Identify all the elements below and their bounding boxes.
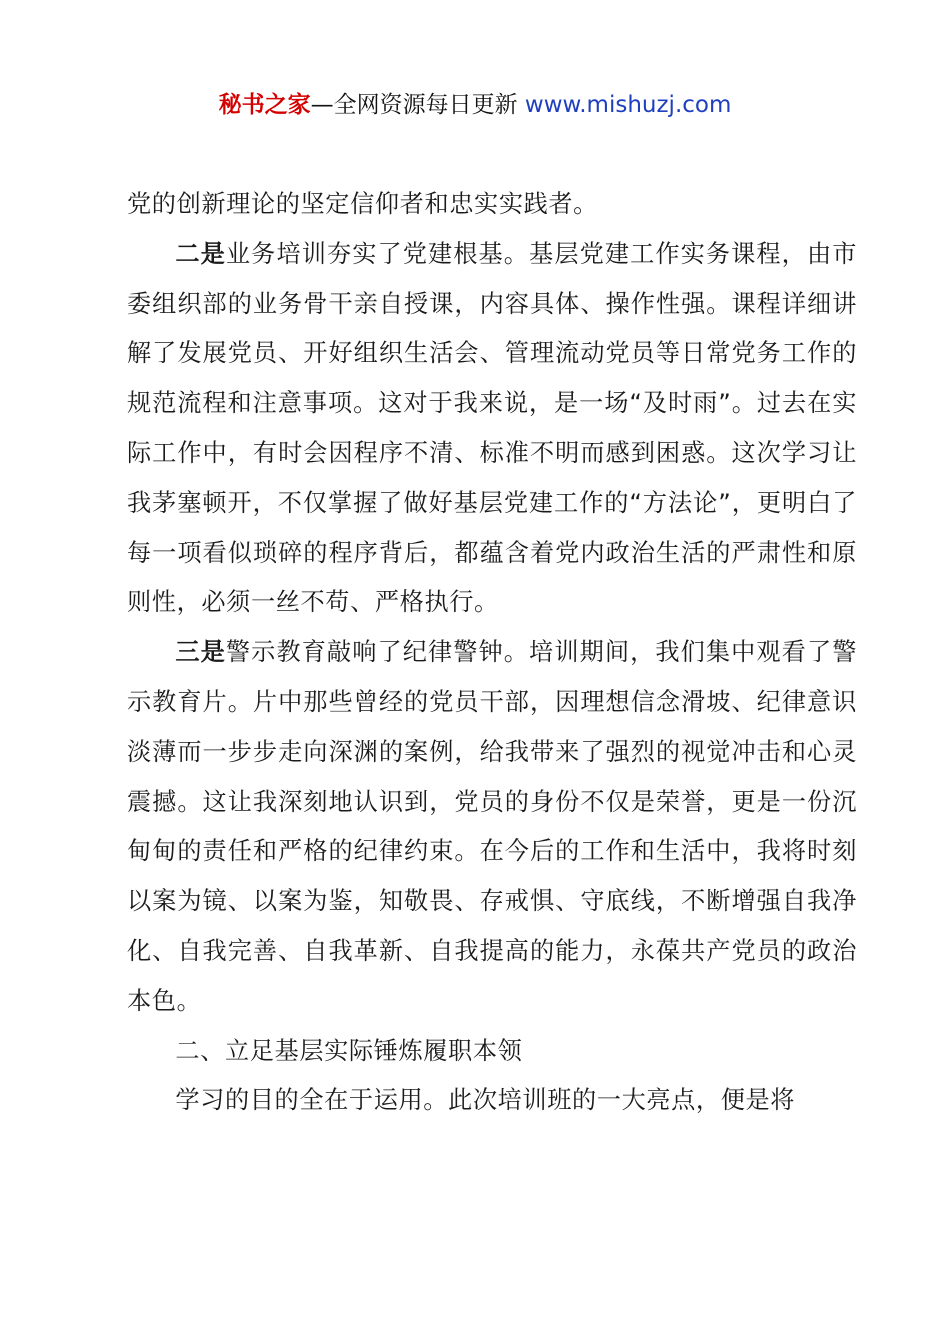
paragraph-point-two (127, 230, 857, 628)
page-header (0, 88, 950, 122)
paragraph-continuation (127, 180, 857, 230)
paragraph-text: 警示教育敲响了纪律警钟。培训期间，我们集中观看了警示教育片。片中那些曾经的党员干部，因理想信念滑坡、纪律意识淡薄而一步步走向深渊的案例，给我带来了强烈的视觉冲击和心灵震撼。这让我深刻地认识到，党员的身份不仅是荣誉，更是一份沉甸甸的责任和严格的纪律约束。在今后的工作和生活中，我将时刻以案为镜、以案为鉴，知敬畏、存戒惧、守底线，不断增强自我净化、自我完善、自我革新、自我提高的能力，永葆共产党员的政治本色。 (127, 638, 857, 1015)
paragraph-point-three (127, 628, 857, 1026)
document-body (127, 180, 857, 1126)
brand-name: 秘书之家 (218, 92, 311, 118)
paragraph-section-intro (127, 1076, 857, 1126)
site-url: www.mishuzj.com (524, 92, 732, 118)
paragraph-lead: 三是 (175, 638, 226, 667)
paragraph-text: 党的创新理论的坚定信仰者和忠实实践者。 (127, 190, 598, 218)
paragraph-lead: 二是 (175, 239, 226, 268)
header-tagline: —全网资源每日更新 (310, 92, 525, 118)
section-heading-text: 二、立足基层实际锤炼履职本领 (175, 1036, 523, 1065)
section-heading (127, 1027, 857, 1077)
paragraph-text: 业务培训夯实了党建根基。基层党建工作实务课程，由市委组织部的业务骨干亲自授课，内容具体、操作性强。课程详细讲解了发展党员、开好组织生活会、管理流动党员等日常党务工作的规范流程和注意事项。这对于我来说，是一场“及时雨”。过去在实际工作中，有时会因程序不清、标准不明而感到困惑。这次学习让我茅塞顿开，不仅掌握了做好基层党建工作的“方法论”，更明白了每一项看似琐碎的程序背后，都蕴含着党内政治生活的严肃性和原则性，必须一丝不苟、严格执行。 (127, 239, 857, 617)
paragraph-text: 学习的目的全在于运用。此次培训班的一大亮点，便是将 (175, 1086, 796, 1115)
